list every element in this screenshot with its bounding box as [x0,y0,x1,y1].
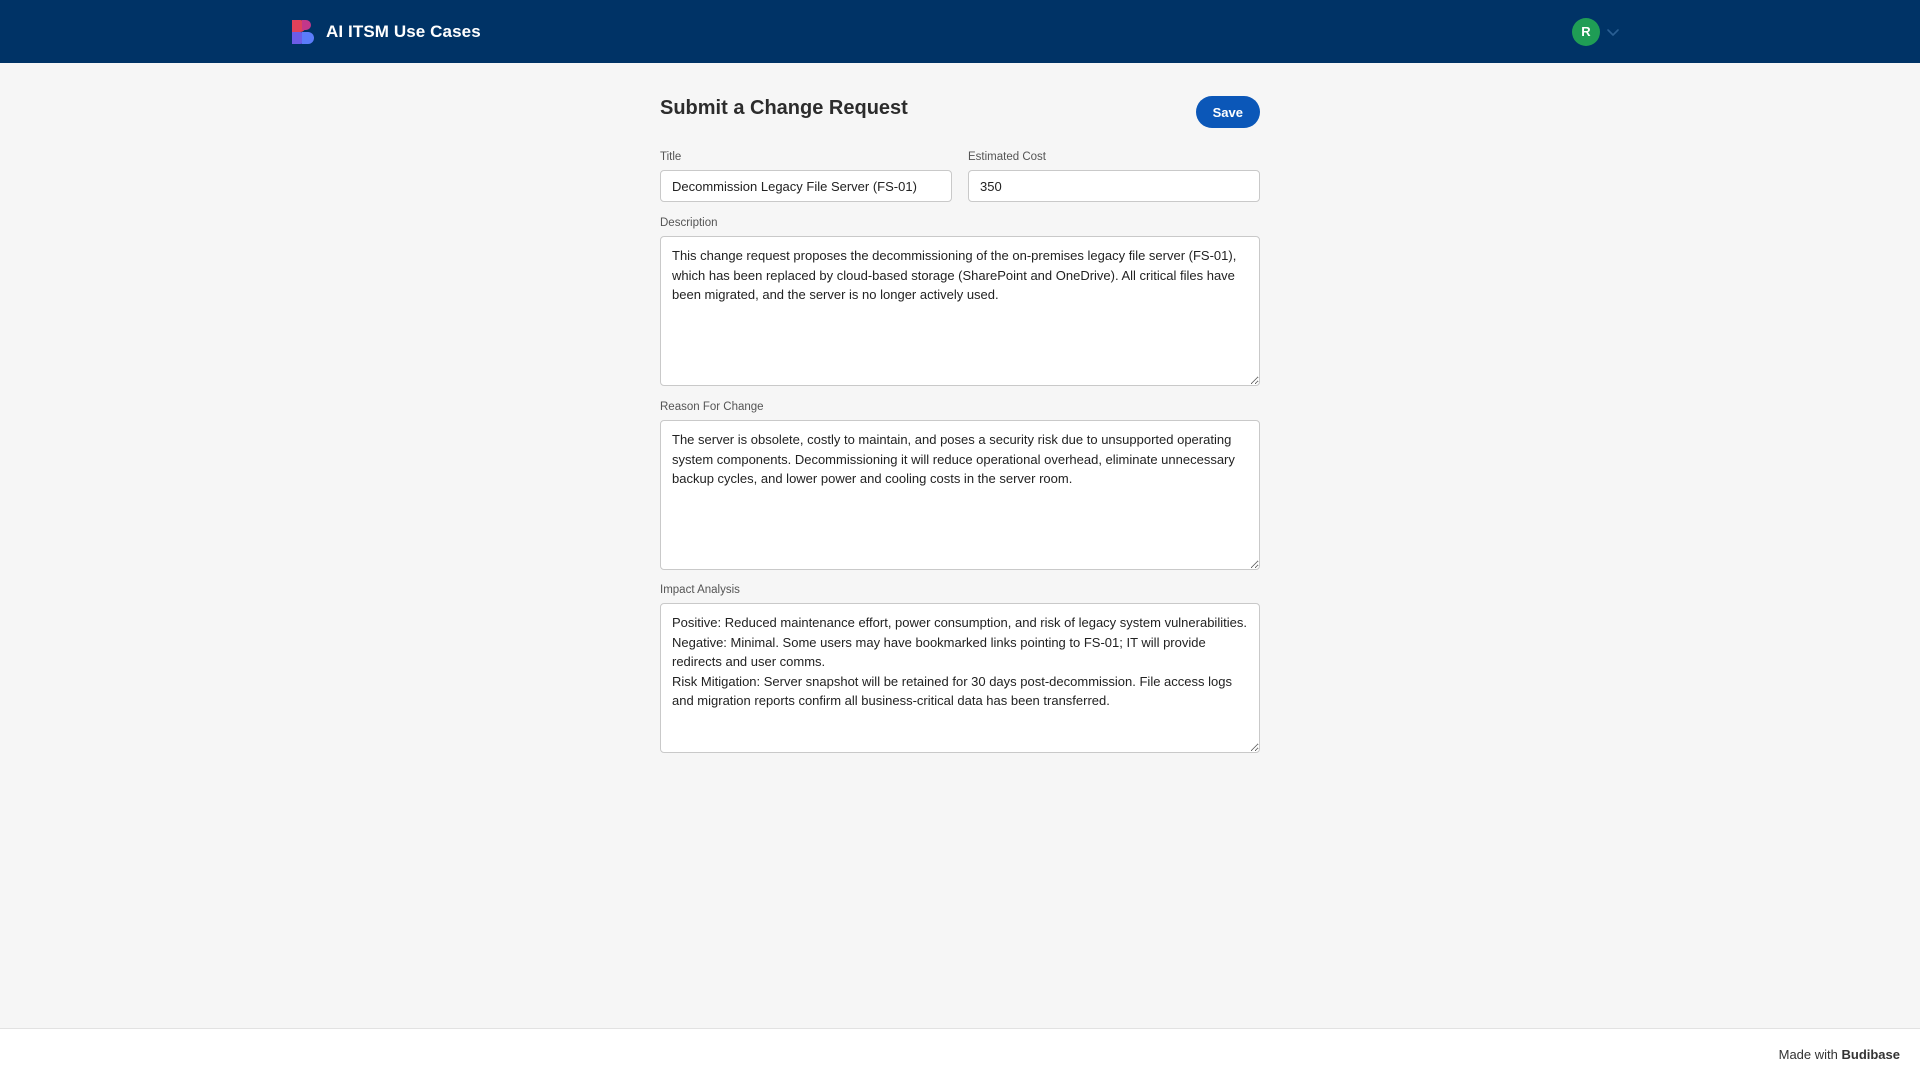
app-brand[interactable] [290,0,481,63]
top-navigation-bar [0,0,1920,63]
estimated-cost-field-group [968,150,1260,202]
title-input[interactable] [660,170,952,202]
title-field-group [660,150,952,202]
app-title: AI ITSM Use Cases [326,21,481,41]
change-request-form [660,63,1260,596]
user-menu[interactable] [1572,0,1620,63]
form-header [660,63,1260,133]
description-label: Description [660,217,718,229]
title-label: Title [660,151,682,163]
impact-analysis-field-group [660,583,1260,758]
reason-for-change-textarea[interactable] [660,420,1260,570]
made-with-budibase[interactable] [1779,1047,1900,1062]
chevron-down-icon[interactable] [1606,25,1620,39]
made-with-brand: Budibase [1841,1047,1900,1062]
reason-for-change-field-group [660,400,1260,575]
save-button[interactable]: Save [1196,96,1260,128]
page-title: Submit a Change Request [660,97,908,119]
description-field-group [660,216,1260,391]
made-with-prefix: Made with [1778,1047,1838,1062]
reason-for-change-label: Reason For Change [660,401,764,413]
footer [0,1028,1920,1080]
avatar[interactable]: R [1572,18,1600,46]
estimated-cost-input[interactable] [968,170,1260,202]
estimated-cost-label: Estimated Cost [968,151,1046,163]
description-textarea[interactable] [660,236,1260,386]
budibase-logo-icon [290,19,316,45]
impact-analysis-label: Impact Analysis [660,584,740,596]
impact-analysis-textarea[interactable] [660,603,1260,753]
form-row-title-cost [660,150,1260,202]
